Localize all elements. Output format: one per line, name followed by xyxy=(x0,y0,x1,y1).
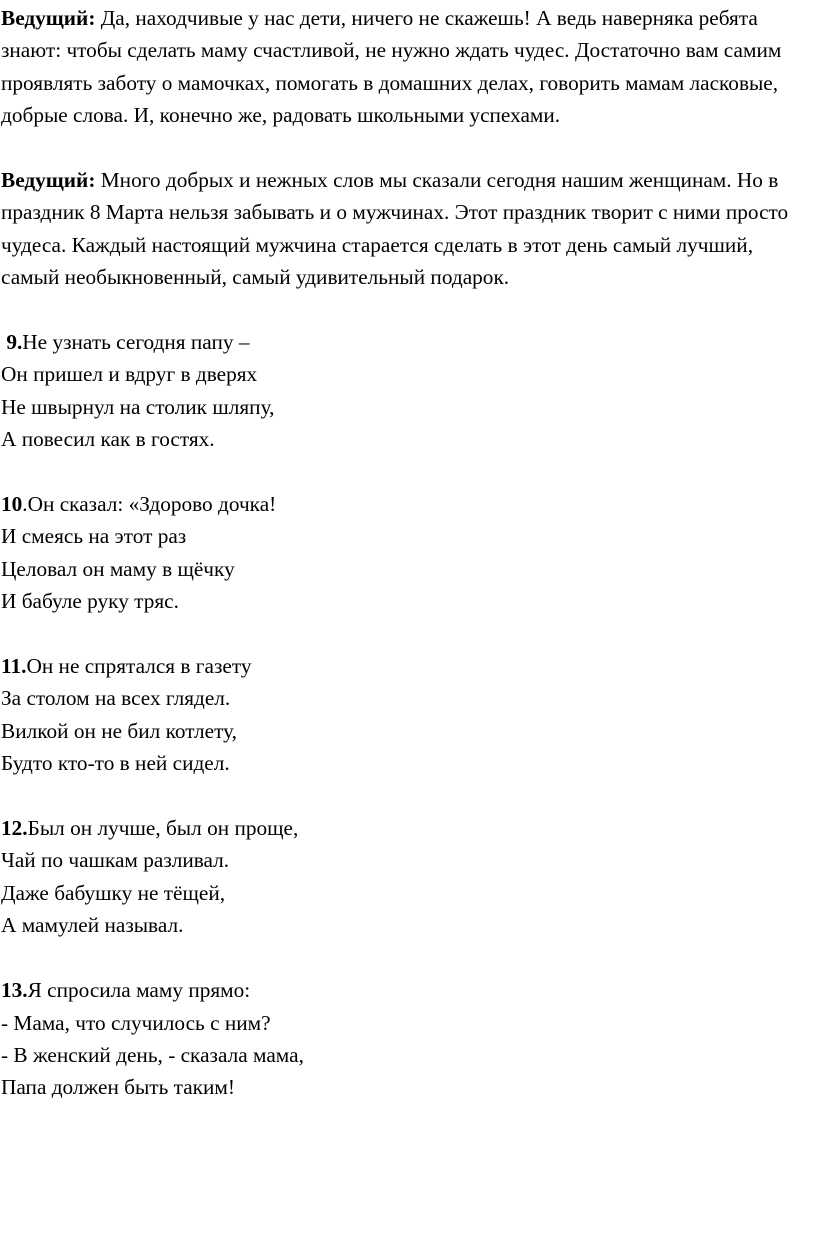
verse-line: И смеясь на этот раз xyxy=(1,524,187,549)
spacer xyxy=(1,294,810,326)
paragraph-text: Много добрых и нежных слов мы сказали сегодня нашим женщинам. Но в праздник 8 Марта нельзя забывать и о мужчинах. Этот праздник творит с ними просто чудеса. Каждый настоящий мужчина старается сделать в этот день самый лучший, самый необыкновенный, самый удивительный подарок. xyxy=(1,168,794,290)
speaker-label: Ведущий: xyxy=(1,168,96,193)
verse-stanza-9 xyxy=(1,326,810,456)
verse-line: И бабуле руку тряс. xyxy=(1,589,179,614)
verse-number: 12. xyxy=(1,816,28,841)
spacer xyxy=(1,942,810,974)
verse-line: - Мама, что случилось с ним? xyxy=(1,1010,271,1035)
verse-line: За столом на всех глядел. xyxy=(1,686,231,711)
verse-line: Не швырнул на столик шляпу, xyxy=(1,394,275,419)
verse-number: 9. xyxy=(1,330,23,355)
spacer xyxy=(1,618,810,650)
speaker-label: Ведущий: xyxy=(1,6,96,30)
verse-line: А мамулей называл. xyxy=(1,913,184,938)
spacer xyxy=(1,456,810,488)
verse-line: 9.Не узнать сегодня папу – xyxy=(1,330,250,355)
verse-line: Чай по чашкам разливал. xyxy=(1,848,230,873)
verse-line: Будто кто-то в ней сидел. xyxy=(1,751,230,776)
verse-number: 10 xyxy=(1,492,23,517)
verse-stanza-11 xyxy=(1,650,810,780)
verse-line: 10.Он сказал: «Здорово дочка! xyxy=(1,492,277,517)
verse-line: 13.Я спросила маму прямо: xyxy=(1,978,251,1003)
verse-line: Целовал он маму в щёчку xyxy=(1,556,235,581)
verse-stanza-12 xyxy=(1,812,810,942)
verse-line: 12.Был он лучше, был он проще, xyxy=(1,816,299,841)
host-paragraph-1 xyxy=(1,2,810,132)
spacer xyxy=(1,132,810,164)
verse-line: Он пришел и вдруг в дверях xyxy=(1,362,258,387)
verse-number: 13. xyxy=(1,978,28,1003)
verse-stanza-13 xyxy=(1,974,810,1104)
verse-line: Даже бабушку не тёщей, xyxy=(1,880,226,905)
verse-line: 11.Он не спрятался в газету xyxy=(1,654,252,679)
verse-number: 11. xyxy=(1,654,27,679)
verse-stanza-10 xyxy=(1,488,810,618)
host-paragraph-2 xyxy=(1,164,810,294)
spacer xyxy=(1,780,810,812)
verse-line: Вилкой он не бил котлету, xyxy=(1,718,237,743)
verse-line: А повесил как в гостях. xyxy=(1,427,215,452)
paragraph-text: Да, находчивые у нас дети, ничего не скажешь! А ведь наверняка ребята знают: чтобы сделать маму счастливой, не нужно ждать чудес. Достаточно вам самим проявлять заботу о мамочках, помогать в домашних делах, говорить мамам ласковые, добрые слова. И, конечно же, радовать школьными успехами. xyxy=(1,6,787,128)
verse-line: Папа должен быть таким! xyxy=(1,1075,235,1100)
verse-number-suffix: . xyxy=(22,492,28,517)
verse-line: - В женский день, - сказала мама, xyxy=(1,1042,304,1067)
